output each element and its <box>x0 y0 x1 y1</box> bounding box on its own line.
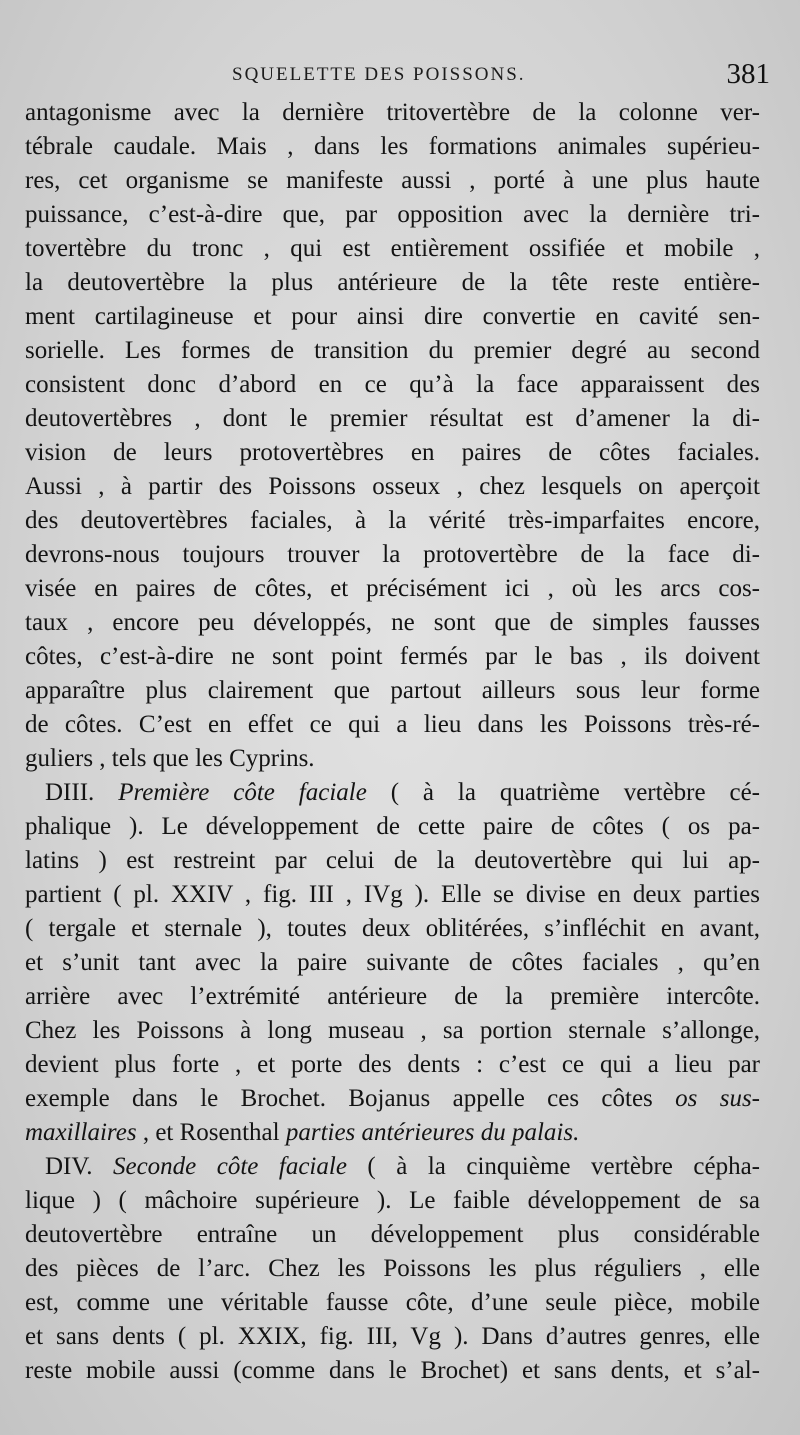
text-run: deutovertèbres , dont le premier résultat est d’amener la di- <box>25 405 760 432</box>
text-run: phalique ). Le développement de cette paire de côtes ( os pa- <box>25 813 760 840</box>
text-run: ( à la cinquième vertèbre cépha- <box>346 1153 760 1180</box>
text-line <box>25 912 760 946</box>
text-run: , et Rosenthal <box>136 1119 286 1146</box>
text-run: tovertèbre du tronc , qui est entièrement ossifiée et mobile , <box>25 235 760 262</box>
text-line <box>25 198 760 232</box>
text-run: DIV. <box>45 1153 113 1180</box>
text-run: deutovertèbre entraîne un développement plus considérable <box>25 1221 760 1248</box>
text-run: arrière avec l’extrémité antérieure de la première intercôte. <box>25 983 760 1010</box>
text-run: Aussi , à partir des Poissons osseux , chez lesquels on aperçoit <box>25 473 760 500</box>
text-line <box>25 1354 760 1388</box>
text-run: guliers , tels que les Cyprins. <box>25 745 315 772</box>
text-run: reste mobile aussi (comme dans le Brochet) et sans dents, et s’al- <box>25 1357 760 1384</box>
text-run: exemple dans le Brochet. Bojanus appelle ces côtes <box>25 1085 676 1112</box>
running-title: SQUELETTE DES POISSONS. <box>232 64 526 85</box>
text-run: devient plus forte , et porte des dents : c’est ce qui a lieu par <box>25 1051 760 1078</box>
text-line <box>25 708 760 742</box>
italic-text: Première côte faciale <box>118 779 367 806</box>
text-line <box>25 300 760 334</box>
text-run: lique ) ( mâchoire supérieure ). Le faible développement de sa <box>25 1187 760 1214</box>
text-run: tébrale caudale. Mais , dans les formations animales supérieu- <box>25 133 760 160</box>
italic-text: parties antérieures du palais. <box>285 1119 580 1146</box>
text-run: des pièces de l’arc. Chez les Poissons les plus réguliers , elle <box>25 1255 760 1282</box>
text-run: Chez les Poissons à long museau , sa portion sternale s’allonge, <box>25 1017 760 1044</box>
text-line <box>25 538 760 572</box>
text-line <box>25 844 760 878</box>
text-run: consistent donc d’abord en ce qu’à la face apparaissent des <box>25 371 760 398</box>
italic-text: os sus- <box>675 1085 761 1112</box>
text-run: latins ) est restreint par celui de la deutovertèbre qui lui ap- <box>25 847 760 874</box>
text-line <box>25 640 760 674</box>
text-run: sorielle. Les formes de transition du premier degré au second <box>25 337 760 364</box>
text-line <box>25 1286 760 1320</box>
text-line <box>25 232 760 266</box>
text-line <box>25 1218 760 1252</box>
text-line <box>25 436 760 470</box>
text-run: côtes, c’est-à-dire ne sont point fermés par le bas , ils doivent <box>25 643 760 670</box>
body-text <box>25 96 760 1388</box>
text-line <box>25 96 760 130</box>
text-line <box>25 776 760 810</box>
text-run: DIII. <box>45 779 119 806</box>
text-line <box>25 1320 760 1354</box>
text-line <box>25 572 760 606</box>
text-run: des deutovertèbres faciales, à la vérité très-imparfaites encore, <box>25 507 760 534</box>
text-line <box>25 1116 760 1150</box>
text-run: ( tergale et sternale ), toutes deux oblitérées, s’infléchit en avant, <box>25 915 760 942</box>
text-line <box>25 130 760 164</box>
text-run: taux , encore peu développés, ne sont que de simples fausses <box>25 609 760 636</box>
text-line <box>25 606 760 640</box>
text-run: devrons-nous toujours trouver la protovertèbre de la face di- <box>25 541 760 568</box>
page-number: 381 <box>726 58 770 90</box>
italic-text: maxillaires <box>25 1119 137 1146</box>
text-line <box>25 980 760 1014</box>
running-head <box>0 58 800 92</box>
text-line <box>25 1184 760 1218</box>
text-line <box>25 368 760 402</box>
text-line <box>25 742 760 776</box>
text-line <box>25 334 760 368</box>
text-line <box>25 1252 760 1286</box>
text-line <box>25 470 760 504</box>
text-line <box>25 1082 760 1116</box>
text-run: ( à la quatrième vertèbre cé- <box>366 779 760 806</box>
text-line <box>25 266 760 300</box>
text-line <box>25 810 760 844</box>
text-line <box>25 1150 760 1184</box>
text-run: visée en paires de côtes, et précisément ici , où les arcs cos- <box>25 575 760 602</box>
text-run: apparaître plus clairement que partout ailleurs sous leur forme <box>25 677 760 704</box>
text-run: et sans dents ( pl. XXIX, fig. III, Vg ). Dans d’autres genres, elle <box>25 1323 760 1350</box>
text-run: puissance, c’est-à-dire que, par opposition avec la dernière tri- <box>25 201 760 228</box>
text-run: de côtes. C’est en effet ce qui a lieu dans les Poissons très-ré- <box>25 711 760 738</box>
text-run: la deutovertèbre la plus antérieure de la tête reste entière- <box>25 269 760 296</box>
text-line <box>25 1048 760 1082</box>
text-line <box>25 164 760 198</box>
text-line <box>25 1014 760 1048</box>
text-run: vision de leurs protovertèbres en paires de côtes faciales. <box>25 439 760 466</box>
text-line <box>25 946 760 980</box>
italic-text: Seconde côte faciale <box>112 1153 347 1180</box>
text-run: antagonisme avec la dernière tritovertèbre de la colonne ver- <box>25 99 760 126</box>
text-run: ment cartilagineuse et pour ainsi dire convertie en cavité sen- <box>25 303 760 330</box>
text-line <box>25 504 760 538</box>
text-run: partient ( pl. XXIV , fig. III , IVg ). Elle se divise en deux parties <box>25 881 760 908</box>
text-line <box>25 878 760 912</box>
text-run: et s’unit tant avec la paire suivante de côtes faciales , qu’en <box>25 949 760 976</box>
text-run: est, comme une véritable fausse côte, d’une seule pièce, mobile <box>25 1289 760 1316</box>
text-line <box>25 674 760 708</box>
text-run: res, cet organisme se manifeste aussi , porté à une plus haute <box>25 167 760 194</box>
text-line <box>25 402 760 436</box>
